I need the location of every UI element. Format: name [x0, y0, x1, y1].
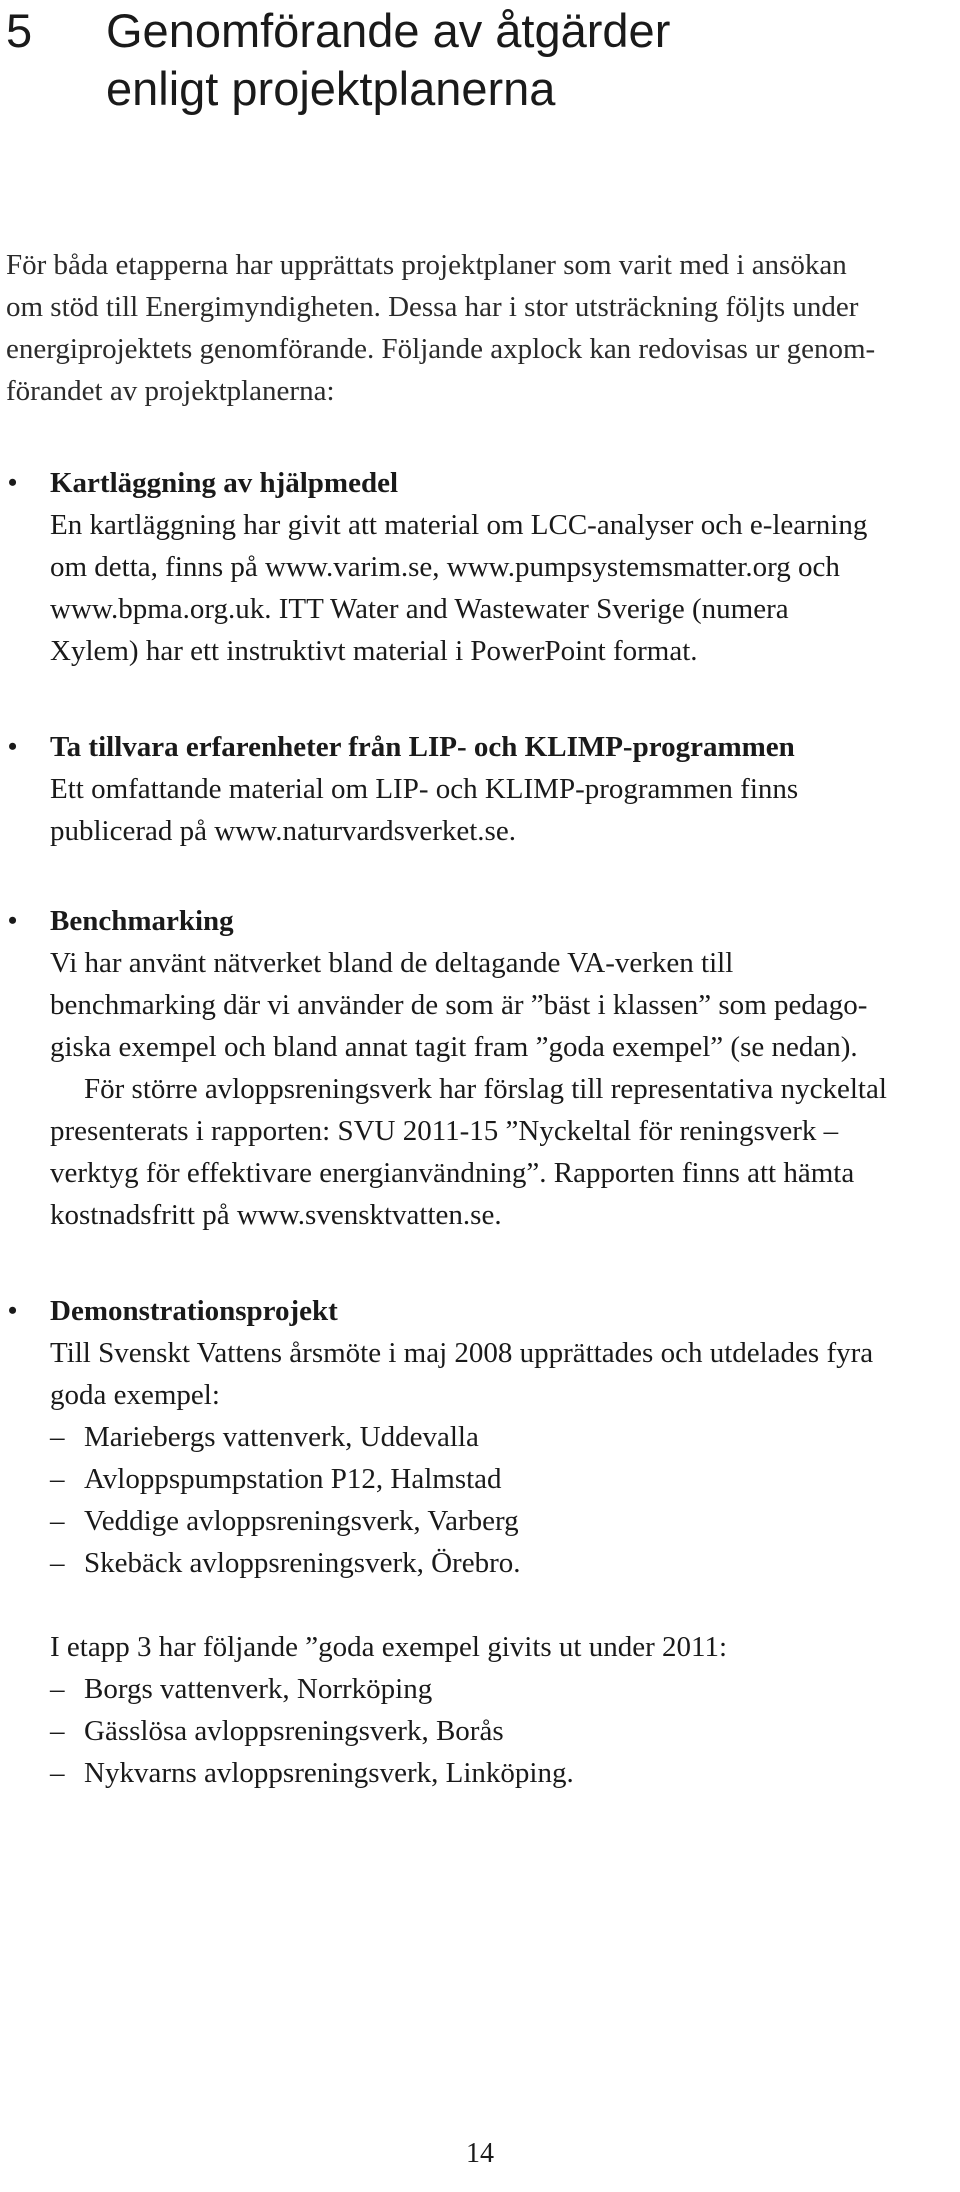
list-item [6, 1710, 956, 1752]
section-title: Kartläggning av hjälpmedel [50, 467, 399, 499]
section-title: Ta tillvara erfarenheter från LIP- och KLIMP-programmen [50, 731, 795, 763]
intro-line: förandet av projektplanerna: [6, 375, 335, 407]
section-line: benchmarking där vi använder de som är ”bäst i klassen” som pedago- [50, 989, 868, 1021]
section-title: Demonstrationsprojekt [50, 1295, 338, 1327]
section-lip-klimp [6, 726, 956, 852]
list-item [6, 1542, 956, 1584]
list-item [6, 1752, 956, 1794]
section-title-row [6, 900, 956, 942]
section-line: om detta, finns på www.varim.se, www.pumpsystemsmatter.org och [50, 551, 840, 583]
dash-icon: – [50, 1463, 65, 1495]
section-line: www.bpma.org.uk. ITT Water and Wastewater Sverige (numera [50, 593, 789, 625]
list-item [6, 1416, 956, 1458]
section-title-row [6, 1290, 956, 1332]
list-item [6, 1458, 956, 1500]
dash-icon: – [50, 1715, 65, 1747]
dash-icon: – [50, 1673, 65, 1705]
section-kartlaggning [6, 462, 956, 672]
list-item-text: Gässlösa avloppsreningsverk, Borås [84, 1715, 504, 1747]
intro-paragraph [6, 244, 956, 412]
list-item-text: Mariebergs vattenverk, Uddevalla [84, 1421, 479, 1453]
list-item [6, 1668, 956, 1710]
section-line: giska exempel och bland annat tagit fram ”goda exempel” (se nedan). [50, 1031, 858, 1063]
section-title: Benchmarking [50, 905, 234, 937]
section-line: För större avloppsreningsverk har förslag till representativa nyckeltal [84, 1073, 887, 1105]
chapter-heading [6, 2, 946, 118]
section-title-row [6, 462, 956, 504]
section-line: goda exempel: [50, 1379, 220, 1411]
section-line: publicerad på www.naturvardsverket.se. [50, 815, 516, 847]
intro-line: energiprojektets genomförande. Följande axplock kan redovisas ur genom- [6, 333, 876, 365]
list-item-text: Borgs vattenverk, Norrköping [84, 1673, 433, 1705]
etapp-intro: I etapp 3 har följande ”goda exempel givits ut under 2011: [50, 1631, 727, 1663]
bullet-icon: • [8, 1296, 18, 1325]
section-line: En kartläggning har givit att material om LCC-analyser och e-learning [50, 509, 868, 541]
section-line: presenterats i rapporten: SVU 2011-15 ”Nyckeltal för reningsverk – [50, 1115, 839, 1147]
list-item-text: Nykvarns avloppsreningsverk, Linköping. [84, 1757, 574, 1789]
bullet-icon: • [8, 732, 18, 761]
list-item [6, 1500, 956, 1542]
intro-line: om stöd till Energimyndigheten. Dessa har i stor utsträckning följts under [6, 291, 859, 323]
list-item-text: Skebäck avloppsreningsverk, Örebro. [84, 1547, 521, 1579]
section-line: Ett omfattande material om LIP- och KLIMP-programmen finns [50, 773, 799, 805]
list-item-text: Avloppspumpstation P12, Halmstad [84, 1463, 502, 1495]
chapter-title [106, 2, 946, 118]
section-title-row [6, 726, 956, 768]
section-line: Till Svenskt Vattens årsmöte i maj 2008 upprättades och utdelades fyra [50, 1337, 874, 1369]
section-benchmarking [6, 900, 956, 1236]
dash-icon: – [50, 1547, 65, 1579]
section-demonstrationsprojekt [6, 1290, 956, 1794]
section-line: verktyg för effektivare energianvändning”. Rapporten finns att hämta [50, 1157, 855, 1189]
chapter-title-line: enligt projektplanerna [106, 62, 556, 115]
bullet-icon: • [8, 906, 18, 935]
dash-icon: – [50, 1757, 65, 1789]
etapp3-list [6, 1668, 956, 1794]
bullet-icon: • [8, 468, 18, 497]
section-line: Xylem) har ett instruktivt material i PowerPoint format. [50, 635, 698, 667]
chapter-number: 5 [6, 4, 33, 57]
list-item-text: Veddige avloppsreningsverk, Varberg [84, 1505, 519, 1537]
section-line: kostnadsfritt på www.svensktvatten.se. [50, 1199, 502, 1231]
page-number: 14 [466, 2138, 494, 2169]
example-list [6, 1416, 956, 1584]
section-line: Vi har använt nätverket bland de deltagande VA-verken till [50, 947, 734, 979]
dash-icon: – [50, 1421, 65, 1453]
intro-line: För båda etapperna har upprättats projektplaner som varit med i ansökan [6, 249, 847, 281]
dash-icon: – [50, 1505, 65, 1537]
chapter-title-line: Genomförande av åtgärder [106, 4, 671, 57]
